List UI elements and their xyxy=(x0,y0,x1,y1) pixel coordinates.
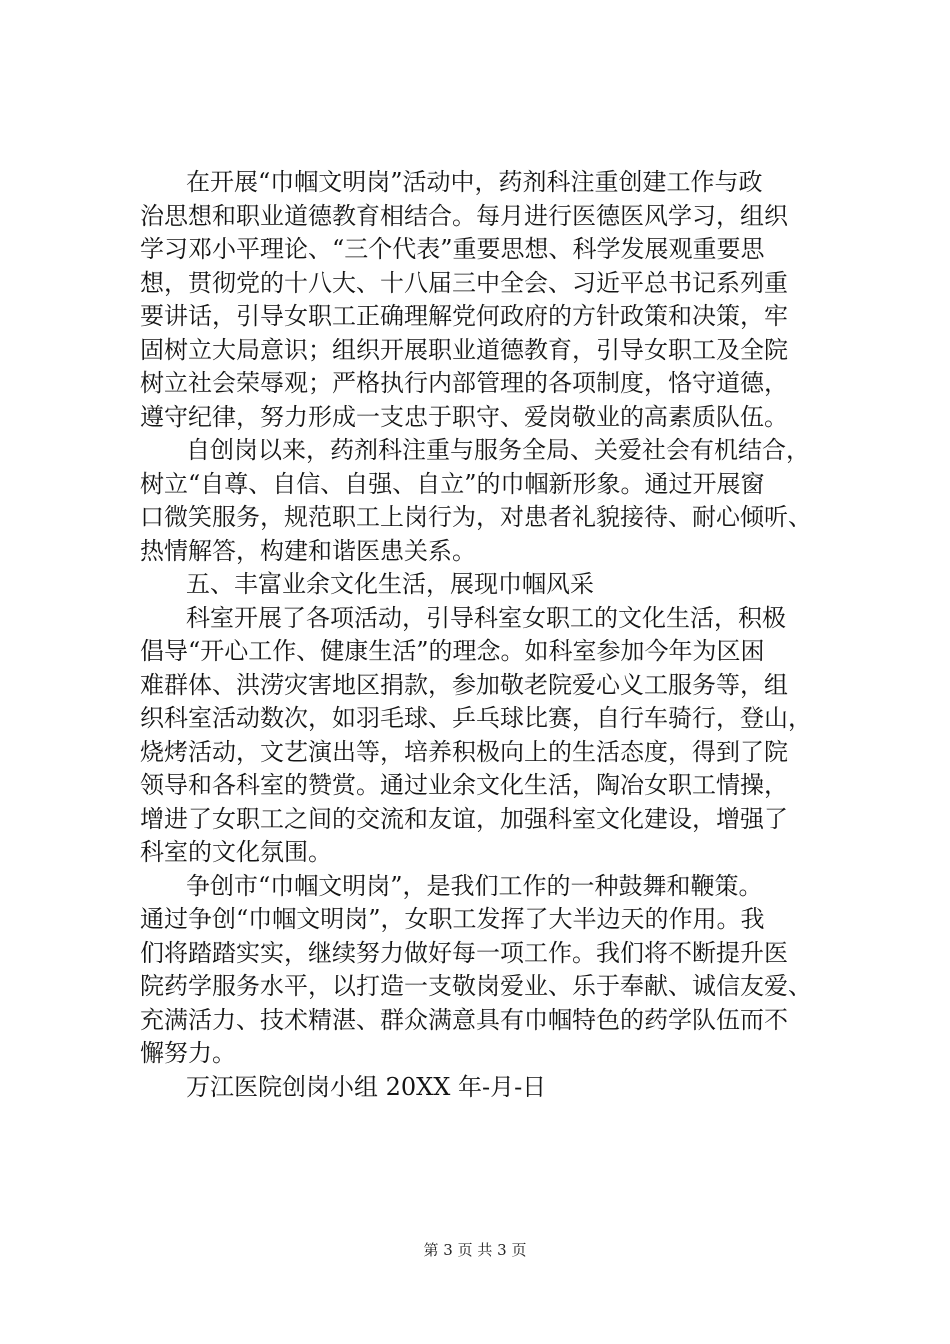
text-line: 科室的文化氛围。 xyxy=(140,838,332,866)
text-line: 烧烤活动，文艺演出等，培养积极向上的生活态度，得到了院 xyxy=(140,737,788,766)
text-line: 自创岗以来，药剂科注重与服务全局、关爱社会有机结合， xyxy=(186,436,810,464)
text-line: 领导和各科室的赞赏。通过业余文化生活，陶冶女职工情操， xyxy=(140,771,788,799)
text-line: 五、丰富业余文化生活，展现巾帼风采 xyxy=(186,570,594,598)
text-line: 想，贯彻党的十八大、十八届三中全会、习近平总书记系列重 xyxy=(140,268,788,297)
text-line: 们将踏踏实实，继续努力做好每一项工作。我们将不断提升医 xyxy=(140,938,788,967)
text-line: 难群体、洪涝灾害地区捐款，参加敬老院爱心义工服务等，组 xyxy=(140,670,788,699)
text-line: 树立社会荣辱观；严格执行内部管理的各项制度，恪守道德， xyxy=(140,369,788,397)
text-line: 通过争创“巾帼文明岗”，女职工发挥了大半边天的作用。我 xyxy=(140,905,765,933)
text-line: 口微笑服务，规范职工上岗行为，对患者礼貌接待、耐心倾听、 xyxy=(140,503,812,531)
text-line: 增进了女职工之间的交流和友谊，加强科室文化建设，增强了 xyxy=(140,804,788,833)
text-line: 科室开展了各项活动，引导科室女职工的文化生活，积极 xyxy=(186,603,786,632)
text-line: 树立“自尊、自信、自强、自立”的巾帼新形象。通过开展窗 xyxy=(140,469,765,498)
text-line: 遵守纪律，努力形成一支忠于职守、爱岗敬业的高素质队伍。 xyxy=(140,402,788,431)
text-line: 万江医院创岗小组 20XX 年-月-日 xyxy=(186,1072,547,1101)
text-line: 充满活力、技术精湛、群众满意具有巾帼特色的药学队伍而不 xyxy=(140,1005,788,1034)
text-line: 热情解答，构建和谐医患关系。 xyxy=(140,536,476,565)
text-line: 倡导“开心工作、健康生活”的理念。如科室参加今年为区困 xyxy=(140,637,765,665)
text-line: 院药学服务水平，以打造一支敬岗爱业、乐于奉献、诚信友爱、 xyxy=(140,972,812,1000)
text-line: 懈努力。 xyxy=(140,1039,236,1067)
text-line: 治思想和职业道德教育相结合。每月进行医德医风学习，组织 xyxy=(140,201,788,230)
text-line: 要讲话，引导女职工正确理解党何政府的方针政策和决策，牢 xyxy=(140,302,788,330)
page-footer: 第 3 页 共 3 页 xyxy=(423,1241,527,1259)
text-line: 争创市“巾帼文明岗”，是我们工作的一种鼓舞和鞭策。 xyxy=(186,871,763,900)
text-line: 学习邓小平理论、“三个代表”重要思想、科学发展观重要思 xyxy=(140,235,765,263)
text-line: 在开展“巾帼文明岗”活动中，药剂科注重创建工作与政 xyxy=(186,168,763,196)
text-line: 固树立大局意识；组织开展职业道德教育，引导女职工及全院 xyxy=(140,335,788,364)
text-line: 织科室活动数次，如羽毛球、乒乓球比赛，自行车骑行，登山， xyxy=(140,704,812,732)
document-body xyxy=(140,166,860,1104)
